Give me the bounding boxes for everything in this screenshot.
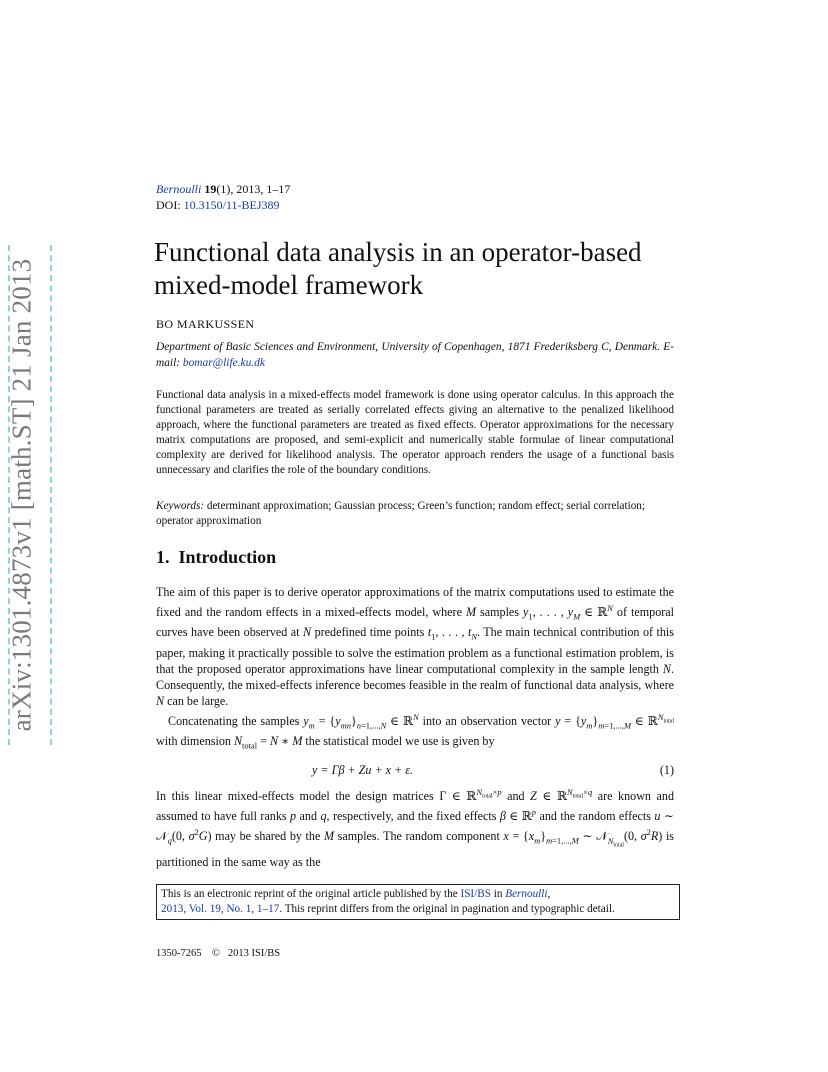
paper-title: Functional data analysis in an operator-based mixed-model framework	[154, 237, 642, 300]
journal-name-link[interactable]: Bernoulli	[156, 182, 202, 196]
paragraph-2: Concatenating the samples $y_m = \{y_{mn}\}_{n=1,...,N}$ ∈ ℝ$^N$ into an observation vector $y = \{y_m\}_{m=1,...,M}$ ∈ ℝ$^{N_{total}}$ with dimension $N_{total} = N$ ∗ M the statistical model we use is given by	[156, 711, 674, 751]
copyright-text: 2013 ISI/BS	[227, 948, 281, 959]
footer	[156, 948, 280, 959]
section-number: 1.	[156, 547, 170, 567]
keywords-label: Keywords:	[156, 500, 205, 512]
body-text	[156, 584, 674, 870]
paragraph-3: In this linear mixed-effects model the design matrices Γ ∈ ℝ$^{N_{total}\times p}$ and Z ∈ ℝ$^{N_{total}\times q}$ are known and assumed to have full ranks p and q, respectively, and the fixed effects β ∈ ℝ$^p$ and the random effects u ∼ 𝒩$_q$(0, $\sigma^2G$) may be shared by the M samples. The random component $x = \{x_m\}_{m=1,...,M}$ ∼ 𝒩$_{N_{total}}$(0, $\sigma^2R$) is partitioned in the same way as the	[156, 786, 675, 869]
author-name: BO MARKUSSEN	[156, 317, 255, 331]
doi-link[interactable]: 10.3150/11-BEJ389	[183, 198, 280, 212]
journal-header	[156, 181, 290, 213]
equation-number[interactable]: (1)	[659, 762, 674, 777]
email-link[interactable]: bomar@life.ku.dk	[182, 357, 265, 369]
equation-expression: y = Γβ + Zu + x + ε.	[312, 762, 414, 777]
affiliation	[156, 339, 674, 371]
publisher-link[interactable]: ISI/BS	[460, 888, 491, 900]
journal-link[interactable]: Bernoulli	[505, 888, 548, 900]
section-heading	[156, 547, 276, 568]
arxiv-identifier[interactable]: arXiv:1301.4873v1 [math.ST] 21 Jan 2013	[6, 258, 37, 732]
journal-issue-year: (1), 2013, 1–17	[216, 182, 291, 196]
affiliation-text: Department of Basic Sciences and Environment, University of Copenhagen, 1871 Frederiksberg C, Denmark. E-mail:	[156, 341, 674, 369]
keywords-text: determinant approximation; Gaussian process; Green’s function; random effect; serial correlation; operator approximation	[156, 500, 645, 527]
paragraph-1: The aim of this paper is to derive operator approximations of the matrix computations used to estimate the fixed and the random effects in a mixed-effects model, where M samples $y_1$, . . . , $y_M$ ∈ ℝ$^N$ of temporal curves have been observed at N predefined time points $t_1$, . . . , $t_N$. The main technical contribution of this paper, making it practically possible to solve the estimation problem as a functional estimation problem, is that the proposed operator approximations have linear computational complexity in the sample length N. Consequently, the mixed-effects inference becomes feasible in the realm of functional data analysis, where N can be large.	[156, 585, 674, 708]
section-title: Introduction	[178, 547, 277, 567]
copyright-icon: ©	[212, 948, 220, 959]
keywords	[156, 499, 674, 529]
journal-volume: 19	[204, 182, 217, 196]
reprint-notice: This is an electronic reprint of the original article published by the ISI/BS in Bernoulli, 2013, Vol. 19, No. 1, 1–17. This reprint differs from the original in pagination and typographic detail.	[156, 884, 680, 920]
reference-link[interactable]: 2013, Vol. 19, No. 1, 1–17	[161, 903, 280, 915]
issn: 1350-7265	[156, 948, 202, 959]
doi-label: DOI:	[156, 198, 181, 212]
equation-1	[156, 760, 674, 782]
abstract: Functional data analysis in a mixed-effects model framework is done using operator calculus. In this approach the functional parameters are treated as serially correlated effects giving an alternative to the penalized likelihood approach, where the functional parameters are treated as fixed effects. Operator approximations for the necessary matrix computations are proposed, and semi-explicit and numerically stable formulae of linear computational complexity are derived for likelihood analysis. The operator approach renders the usage of a functional basis unnecessary and clarifies the role of the boundary conditions.	[156, 389, 674, 477]
